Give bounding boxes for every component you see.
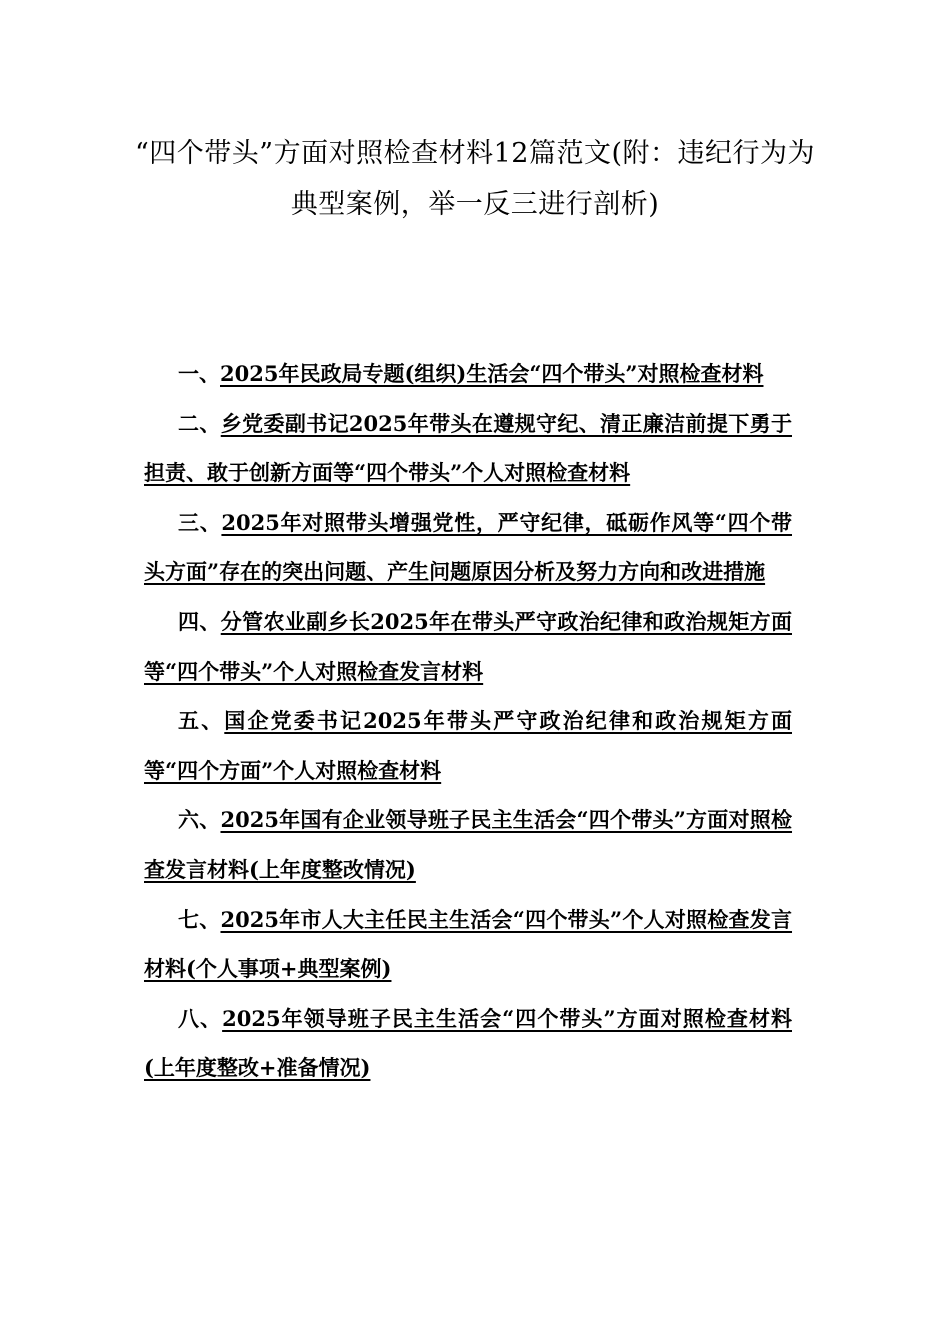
toc-item-number: 三、: [178, 509, 222, 535]
toc-item-number: 一、: [178, 361, 220, 386]
toc-item-link[interactable]: 乡党委副书记2025年带头在遵规守纪、清正廉洁前提下勇于担责、敢于创新方面等“四个带头”个人对照检查材料: [144, 410, 792, 486]
toc-item-3: [144, 498, 792, 597]
toc-item-link[interactable]: 2025年对照带头增强党性，严守纪律，砥砺作风等“四个带头方面”存在的突出问题、产生问题原因分析及努力方向和改进措施: [144, 509, 792, 585]
toc-item-link[interactable]: 分管农业副乡长2025年在带头严守政治纪律和政治规矩方面等“四个带头”个人对照检查发言材料: [144, 608, 792, 684]
toc-item-number: 四、: [178, 608, 221, 634]
document-title: “四个带头”方面对照检查材料12篇范文(附：违纪行为为典型案例，举一反三进行剖析): [135, 138, 815, 220]
toc-item-2: [144, 399, 792, 498]
toc-item-number: 八、: [178, 1005, 223, 1031]
toc-item-link[interactable]: 2025年国有企业领导班子民主生活会“四个带头”方面对照检查发言材料(上年度整改情况): [144, 807, 793, 882]
toc-item-8: [144, 994, 792, 1093]
toc-item-link[interactable]: 2025年领导班子民主生活会“四个带头”方面对照检查材料(上年度整改+准备情况): [144, 1005, 792, 1081]
toc-item-6: [144, 795, 792, 894]
toc-item-4: [144, 597, 792, 696]
table-of-contents: [144, 349, 792, 1093]
toc-item-number: 二、: [178, 410, 221, 436]
toc-item-7: [144, 895, 792, 994]
toc-item-link[interactable]: 国企党委书记2025年带头严守政治纪律和政治规矩方面等“四个方面”个人对照检查材料: [144, 708, 792, 783]
toc-item-1: [144, 349, 792, 399]
toc-item-5: [144, 696, 792, 795]
toc-item-number: 七、: [178, 906, 221, 932]
toc-item-link[interactable]: 2025年市人大主任民主生活会“四个带头”个人对照检查发言材料(个人事项+典型案例): [144, 906, 793, 982]
toc-item-number: 六、: [178, 807, 221, 833]
toc-item-link[interactable]: 2025年民政局专题(组织)生活会“四个带头”对照检查材料: [220, 361, 764, 386]
toc-item-number: 五、: [178, 708, 225, 734]
